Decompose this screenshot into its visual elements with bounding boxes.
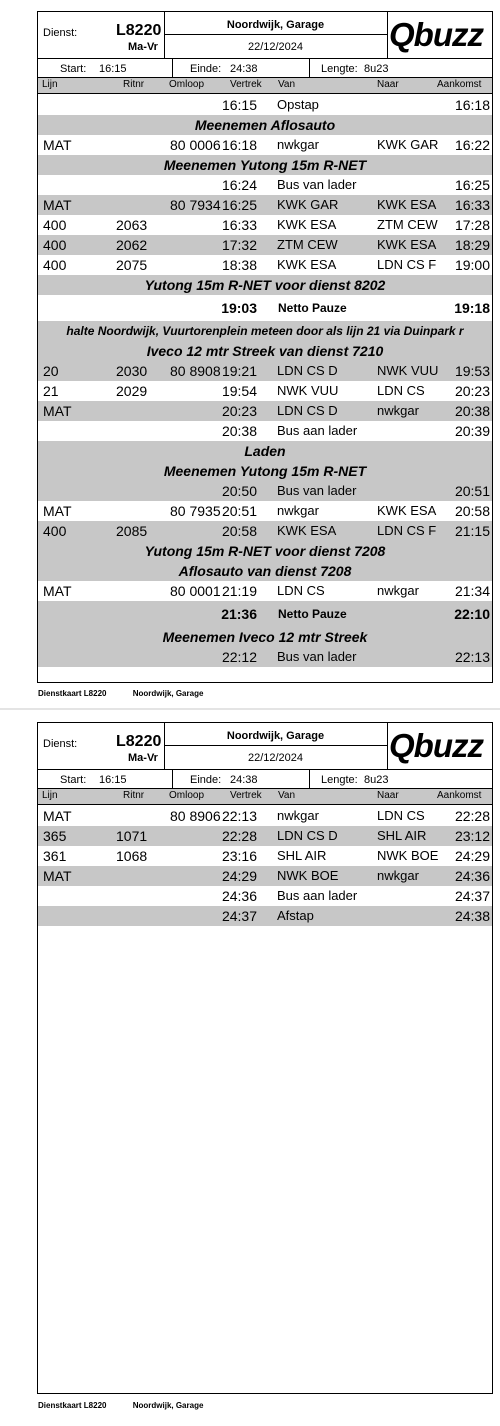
cell-naar: nwkgar bbox=[377, 403, 419, 418]
cell-van: Bus aan lader bbox=[277, 888, 358, 903]
cell-vertrek: 20:38 bbox=[221, 423, 257, 439]
cell-vertrek: 16:24 bbox=[221, 177, 257, 193]
cell-ritnr: 1068 bbox=[116, 848, 148, 864]
trip-row bbox=[38, 135, 492, 155]
cell-vertrek: 20:51 bbox=[221, 503, 257, 519]
page-2 bbox=[0, 710, 500, 1426]
cell-vertrek: 20:58 bbox=[221, 523, 257, 539]
cell-naar: nwkgar bbox=[377, 583, 419, 598]
trip-row bbox=[38, 806, 492, 826]
dienstkaart-card bbox=[37, 11, 493, 683]
cell-van: KWK GAR bbox=[277, 197, 339, 212]
cell-van: KWK ESA bbox=[277, 523, 337, 538]
col-omloop: Omloop bbox=[169, 790, 205, 801]
cell-van: Bus van lader bbox=[277, 649, 357, 664]
footer-location: Noordwijk, Garage bbox=[132, 1401, 204, 1410]
cell-omloop: 80 7935 bbox=[170, 503, 221, 519]
cell-lijn: 400 bbox=[43, 523, 67, 539]
cell-aankomst: 24:29 bbox=[454, 848, 490, 864]
cell-aankomst: 16:25 bbox=[454, 177, 490, 193]
cell-van: nwkgar bbox=[277, 137, 319, 152]
trip-row bbox=[38, 481, 492, 501]
cell-vertrek: 24:37 bbox=[221, 908, 257, 924]
cell-lijn: 400 bbox=[43, 217, 67, 233]
cell-lijn: 361 bbox=[43, 848, 67, 864]
cell-lijn: 365 bbox=[43, 828, 67, 844]
dienst-days: Ma-Vr bbox=[128, 41, 158, 53]
pause-row bbox=[38, 295, 492, 321]
col-aankomst: Aankomst bbox=[437, 79, 482, 90]
col-aankomst: Aankomst bbox=[437, 790, 482, 801]
trip-row bbox=[38, 215, 492, 235]
cell-van: ZTM CEW bbox=[277, 237, 338, 252]
cell-van: LDN CS D bbox=[277, 363, 338, 378]
cell-ritnr: 1071 bbox=[116, 828, 148, 844]
col-naar: Naar bbox=[377, 790, 399, 801]
trip-row bbox=[38, 421, 492, 441]
einde-value: 24:38 bbox=[230, 63, 258, 75]
cell-naar: LDN CS bbox=[377, 808, 425, 823]
dienstkaart-card bbox=[37, 722, 493, 1394]
col-ritnr: Ritnr bbox=[123, 790, 145, 801]
cell-van: NWK BOE bbox=[277, 868, 339, 883]
cell-vertrek: 16:33 bbox=[221, 217, 257, 233]
cell-naar: KWK GAR bbox=[377, 137, 439, 152]
cell-van: NWK VUU bbox=[277, 383, 339, 398]
cell-van: Bus van lader bbox=[277, 177, 357, 192]
cell-omloop: 80 8908 bbox=[170, 363, 221, 379]
dienst-code: L8220 bbox=[116, 733, 162, 750]
cell-aankomst: 20:38 bbox=[454, 403, 490, 419]
cell-lijn: 21 bbox=[43, 383, 59, 399]
cell-lijn: MAT bbox=[43, 808, 72, 824]
trip-row bbox=[38, 235, 492, 255]
cell-aankomst: 17:28 bbox=[454, 217, 490, 233]
page-footer bbox=[38, 1401, 203, 1410]
trip-row bbox=[38, 826, 492, 846]
start-label: Start: bbox=[60, 774, 87, 786]
section-heading: Meenemen Iveco 12 mtr Streek bbox=[38, 627, 492, 647]
cell-van: SHL AIR bbox=[277, 848, 327, 863]
cell-omloop: 80 7934 bbox=[170, 197, 221, 213]
cell-aankomst: 16:22 bbox=[454, 137, 490, 153]
col-vertrek: Vertrek bbox=[230, 790, 262, 801]
dienst-label: Dienst: bbox=[43, 738, 78, 750]
cell-naar: LDN CS F bbox=[377, 523, 437, 538]
cell-naar: nwkgar bbox=[377, 868, 419, 883]
cell-vertrek: 22:12 bbox=[221, 649, 257, 665]
cell-vertrek: 22:28 bbox=[221, 828, 257, 844]
cell-vertrek: 16:25 bbox=[221, 197, 257, 213]
start-value: 16:15 bbox=[99, 63, 127, 75]
section-heading: Meenemen Yutong 15m R-NET bbox=[38, 155, 492, 175]
lengte-label: Lengte: bbox=[321, 774, 358, 786]
cell-aankomst: 20:58 bbox=[454, 503, 490, 519]
col-van: Van bbox=[278, 790, 296, 801]
page-1 bbox=[0, 0, 500, 708]
section-heading: Aflosauto van dienst 7208 bbox=[38, 561, 492, 581]
section-heading: halte Noordwijk, Vuurtorenplein meteen door als lijn 21 via Duinpark r bbox=[38, 321, 492, 341]
cell-lijn: 400 bbox=[43, 237, 67, 253]
cell-aankomst: 20:51 bbox=[454, 483, 490, 499]
cell-aankomst: 23:12 bbox=[454, 828, 490, 844]
cell-lijn: MAT bbox=[43, 583, 72, 599]
trip-row bbox=[38, 255, 492, 275]
cell-lijn: 400 bbox=[43, 257, 67, 273]
cell-omloop: 80 0006 bbox=[170, 137, 221, 153]
section-heading: Yutong 15m R-NET voor dienst 8202 bbox=[38, 275, 492, 295]
trip-row bbox=[38, 195, 492, 215]
col-lijn: Lijn bbox=[42, 79, 58, 90]
cell-aankomst: 24:37 bbox=[454, 888, 490, 904]
card-header bbox=[38, 723, 492, 805]
cell-van: Afstap bbox=[277, 908, 314, 923]
cell-van: Opstap bbox=[277, 97, 319, 112]
pause-end: 19:18 bbox=[454, 300, 490, 316]
cell-ritnr: 2062 bbox=[116, 237, 148, 253]
einde-label: Einde: bbox=[190, 63, 222, 75]
col-vertrek: Vertrek bbox=[230, 79, 262, 90]
trip-row bbox=[38, 581, 492, 601]
cell-aankomst: 22:28 bbox=[454, 808, 490, 824]
cell-vertrek: 17:32 bbox=[221, 237, 257, 253]
location-title: Noordwijk, Garage bbox=[226, 730, 325, 742]
trip-row bbox=[38, 501, 492, 521]
trip-row bbox=[38, 866, 492, 886]
cell-vertrek: 16:18 bbox=[221, 137, 257, 153]
cell-naar: LDN CS F bbox=[377, 257, 437, 272]
cell-lijn: MAT bbox=[43, 503, 72, 519]
cell-van: nwkgar bbox=[277, 503, 319, 518]
cell-van: Bus van lader bbox=[277, 483, 357, 498]
cell-naar: KWK ESA bbox=[377, 237, 437, 252]
cell-vertrek: 16:15 bbox=[221, 97, 257, 113]
cell-vertrek: 19:54 bbox=[221, 383, 257, 399]
service-date: 22/12/2024 bbox=[247, 41, 304, 53]
cell-vertrek: 24:29 bbox=[221, 868, 257, 884]
lengte-value: 8u23 bbox=[364, 63, 389, 75]
pause-label: Netto Pauze bbox=[278, 301, 347, 315]
cell-aankomst: 21:15 bbox=[454, 523, 490, 539]
cell-omloop: 80 8906 bbox=[170, 808, 221, 824]
cell-naar: KWK ESA bbox=[377, 503, 437, 518]
cell-van: KWK ESA bbox=[277, 257, 337, 272]
cell-aankomst: 18:29 bbox=[454, 237, 490, 253]
cell-van: LDN CS D bbox=[277, 403, 338, 418]
cell-naar: KWK ESA bbox=[377, 197, 437, 212]
cell-aankomst: 16:33 bbox=[454, 197, 490, 213]
cell-aankomst: 21:34 bbox=[454, 583, 490, 599]
col-van: Van bbox=[278, 79, 296, 90]
cell-naar: NWK VUU bbox=[377, 363, 439, 378]
cell-aankomst: 20:23 bbox=[454, 383, 490, 399]
trip-row bbox=[38, 401, 492, 421]
service-date: 22/12/2024 bbox=[247, 752, 304, 764]
cell-vertrek: 23:16 bbox=[221, 848, 257, 864]
trip-row bbox=[38, 906, 492, 926]
col-ritnr: Ritnr bbox=[123, 79, 145, 90]
cell-van: LDN CS D bbox=[277, 828, 338, 843]
trip-row bbox=[38, 886, 492, 906]
footer-label: Dienstkaart L8220 bbox=[38, 1401, 107, 1410]
cell-van: nwkgar bbox=[277, 808, 319, 823]
cell-vertrek: 21:19 bbox=[221, 583, 257, 599]
cell-vertrek: 18:38 bbox=[221, 257, 257, 273]
trip-row bbox=[38, 647, 492, 667]
cell-aankomst: 24:38 bbox=[454, 908, 490, 924]
cell-van: KWK ESA bbox=[277, 217, 337, 232]
start-label: Start: bbox=[60, 63, 87, 75]
trip-row bbox=[38, 175, 492, 195]
cell-omloop: 80 0001 bbox=[170, 583, 221, 599]
cell-ritnr: 2030 bbox=[116, 363, 148, 379]
cell-naar: SHL AIR bbox=[377, 828, 427, 843]
cell-lijn: MAT bbox=[43, 197, 72, 213]
section-heading: Yutong 15m R-NET voor dienst 7208 bbox=[38, 541, 492, 561]
cell-van: LDN CS bbox=[277, 583, 325, 598]
footer-label: Dienstkaart L8220 bbox=[38, 689, 107, 698]
schedule-rows bbox=[38, 806, 492, 926]
pause-label: Netto Pauze bbox=[278, 607, 347, 621]
einde-value: 24:38 bbox=[230, 774, 258, 786]
cell-lijn: MAT bbox=[43, 403, 72, 419]
cell-naar: NWK BOE bbox=[377, 848, 439, 863]
cell-aankomst: 19:53 bbox=[454, 363, 490, 379]
cell-naar: LDN CS bbox=[377, 383, 425, 398]
dienst-days: Ma-Vr bbox=[128, 752, 158, 764]
trip-row bbox=[38, 381, 492, 401]
col-lijn: Lijn bbox=[42, 790, 58, 801]
cell-lijn: MAT bbox=[43, 137, 72, 153]
location-title: Noordwijk, Garage bbox=[226, 19, 325, 31]
schedule-rows bbox=[38, 95, 492, 667]
col-naar: Naar bbox=[377, 79, 399, 90]
trip-row bbox=[38, 95, 492, 115]
section-heading: Meenemen Aflosauto bbox=[38, 115, 492, 135]
trip-row bbox=[38, 521, 492, 541]
trip-row bbox=[38, 846, 492, 866]
cell-vertrek: 20:23 bbox=[221, 403, 257, 419]
cell-ritnr: 2085 bbox=[116, 523, 148, 539]
cell-ritnr: 2075 bbox=[116, 257, 148, 273]
qbuzz-logo: Qbuzz bbox=[389, 16, 483, 53]
pause-row bbox=[38, 601, 492, 627]
card-header bbox=[38, 12, 492, 94]
page-footer bbox=[38, 689, 203, 698]
section-heading: Meenemen Yutong 15m R-NET bbox=[38, 461, 492, 481]
cell-aankomst: 20:39 bbox=[454, 423, 490, 439]
dienst-label: Dienst: bbox=[43, 27, 78, 39]
trip-row bbox=[38, 361, 492, 381]
lengte-label: Lengte: bbox=[321, 63, 358, 75]
einde-label: Einde: bbox=[190, 774, 222, 786]
footer-location: Noordwijk, Garage bbox=[132, 689, 204, 698]
pause-start: 19:03 bbox=[221, 300, 257, 316]
section-heading: Iveco 12 mtr Streek van dienst 7210 bbox=[38, 341, 492, 361]
cell-naar: ZTM CEW bbox=[377, 217, 438, 232]
pause-start: 21:36 bbox=[221, 606, 257, 622]
cell-lijn: MAT bbox=[43, 868, 72, 884]
col-omloop: Omloop bbox=[169, 79, 205, 90]
lengte-value: 8u23 bbox=[364, 774, 389, 786]
cell-aankomst: 19:00 bbox=[454, 257, 490, 273]
cell-aankomst: 16:18 bbox=[454, 97, 490, 113]
cell-vertrek: 24:36 bbox=[221, 888, 257, 904]
cell-ritnr: 2063 bbox=[116, 217, 148, 233]
qbuzz-logo: Qbuzz bbox=[389, 727, 483, 764]
cell-vertrek: 20:50 bbox=[221, 483, 257, 499]
cell-vertrek: 19:21 bbox=[221, 363, 257, 379]
cell-van: Bus aan lader bbox=[277, 423, 358, 438]
cell-aankomst: 24:36 bbox=[454, 868, 490, 884]
cell-vertrek: 22:13 bbox=[221, 808, 257, 824]
cell-aankomst: 22:13 bbox=[454, 649, 490, 665]
section-heading: Laden bbox=[38, 441, 492, 461]
cell-ritnr: 2029 bbox=[116, 383, 148, 399]
cell-lijn: 20 bbox=[43, 363, 59, 379]
pause-end: 22:10 bbox=[454, 606, 490, 622]
dienst-code: L8220 bbox=[116, 22, 162, 39]
start-value: 16:15 bbox=[99, 774, 127, 786]
